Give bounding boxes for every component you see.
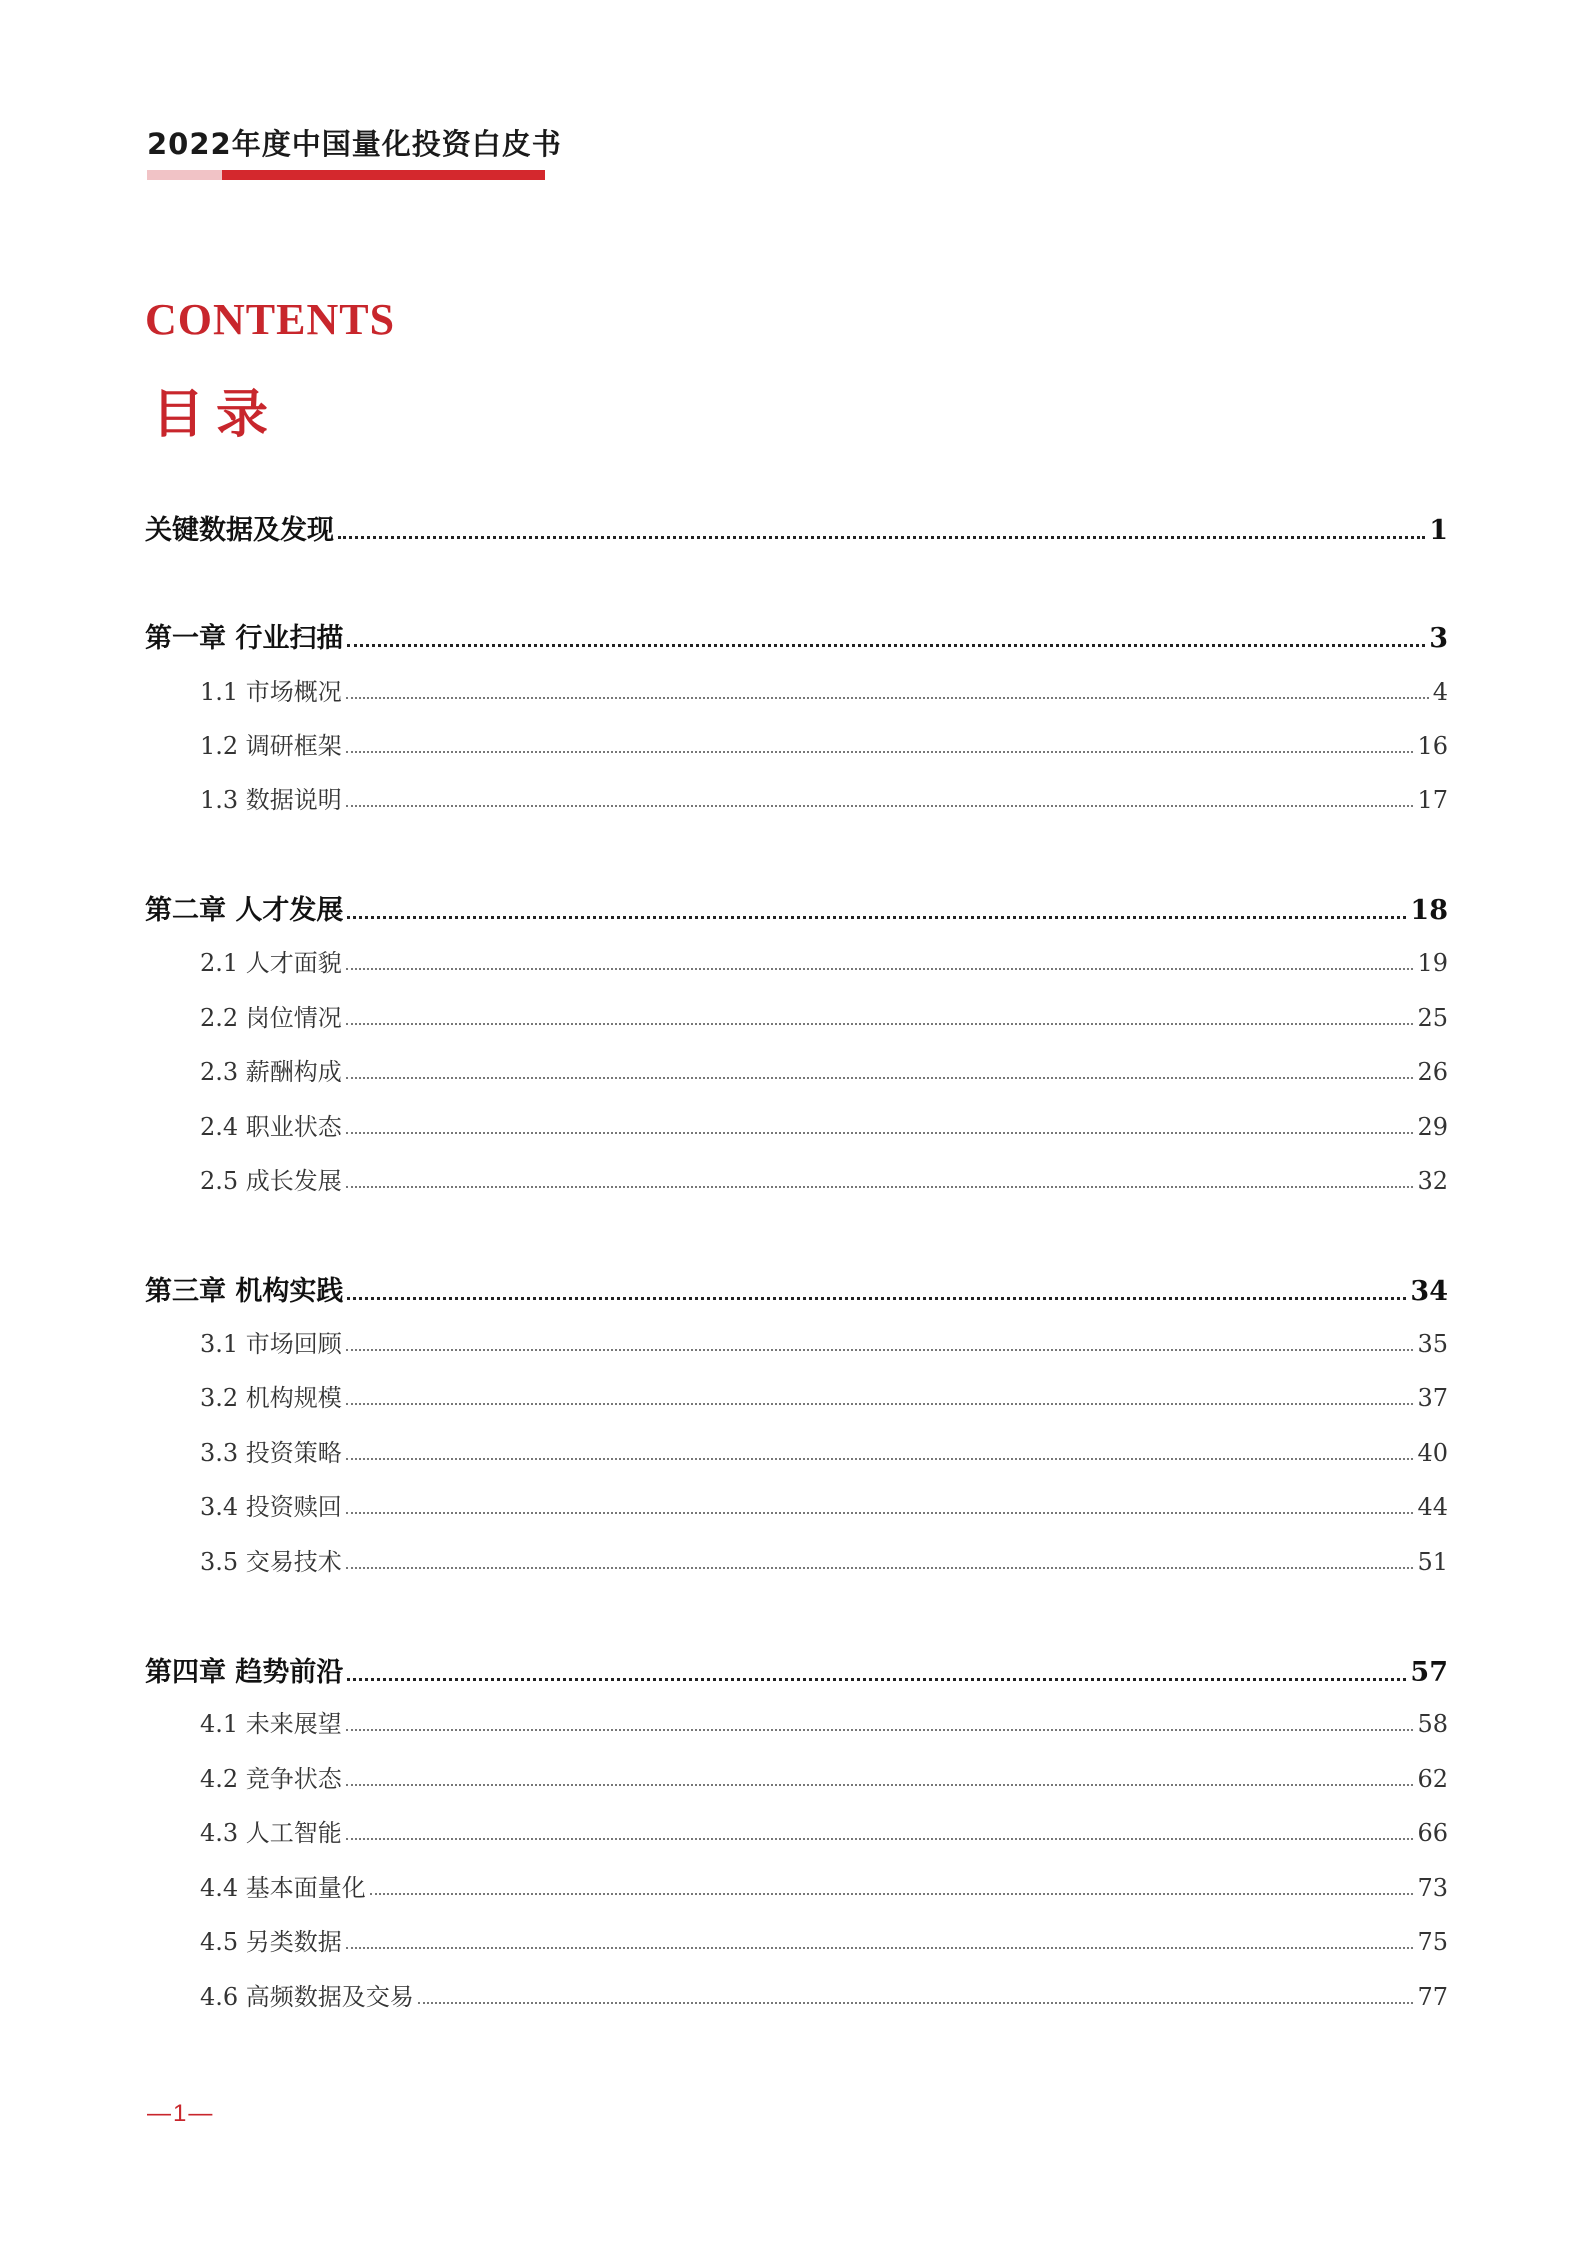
toc-entry-label: 3.4 投资赎回 [200,1493,342,1521]
toc-entry[interactable] [200,943,1448,978]
toc-entry[interactable] [200,1977,1448,2012]
header-accent-bar-light [147,170,222,180]
toc-entry-label: 4.6 高频数据及交易 [200,1983,414,2011]
toc-entry[interactable] [145,508,1448,547]
toc-entry-page: 35 [1417,1330,1448,1358]
contents-heading-en: CONTENTS [145,295,396,344]
toc-entry-label: 3.3 投资策略 [200,1439,342,1467]
toc-entry-label: 2.4 职业状态 [200,1113,342,1141]
toc-entry-label: 1.3 数据说明 [200,786,342,814]
toc-entry[interactable] [200,1813,1448,1848]
toc-entry[interactable] [200,1487,1448,1522]
toc-entry-page: 75 [1417,1928,1448,1956]
toc-entry[interactable] [200,1868,1448,1903]
toc-entry-page: 19 [1417,949,1448,977]
toc-entry[interactable] [200,998,1448,1033]
toc-entry[interactable] [200,1542,1448,1577]
toc-entry-page: 16 [1417,732,1448,760]
toc-leader-dots [346,966,1414,970]
toc-entry-label: 第三章 机构实践 [145,1276,344,1307]
toc-entry[interactable] [145,1650,1448,1689]
toc-leader-dots [346,803,1414,807]
toc-leader-dots [346,1510,1414,1514]
toc-leader-dots [346,1021,1414,1025]
toc-entry-label: 1.1 市场概况 [200,678,342,706]
toc-entry-label: 4.2 竞争状态 [200,1765,342,1793]
toc-leader-dots [346,1456,1414,1460]
toc-entry[interactable] [200,1704,1448,1739]
toc-entry-page: 25 [1417,1004,1448,1032]
toc-leader-dots [346,749,1414,753]
toc-entry-page: 73 [1417,1874,1448,1902]
toc-entry-label: 3.1 市场回顾 [200,1330,342,1358]
toc-leader-dots [346,1565,1414,1569]
toc-entry-label: 3.5 交易技术 [200,1548,342,1576]
toc-leader-dots [346,1945,1414,1949]
toc-entry[interactable] [145,1269,1448,1308]
toc-leader-dots [347,1676,1406,1681]
toc-leader-dots [370,1891,1414,1895]
toc-entry[interactable] [200,1161,1448,1196]
toc-entry-page: 44 [1417,1493,1448,1521]
toc-leader-dots [347,914,1406,919]
toc-entry-label: 1.2 调研框架 [200,732,342,760]
toc-entry-label: 2.5 成长发展 [200,1167,342,1195]
header-accent-bar-dark [222,170,545,180]
toc-leader-dots [346,695,1429,699]
toc-entry[interactable] [200,1433,1448,1468]
toc-entry-page: 1 [1429,515,1448,546]
toc-leader-dots [346,1782,1414,1786]
toc-entry-page: 18 [1410,895,1448,926]
toc-entry-page: 58 [1417,1710,1448,1738]
toc-entry[interactable] [200,1922,1448,1957]
toc-leader-dots [346,1130,1414,1134]
toc-entry-label: 4.3 人工智能 [200,1819,342,1847]
toc-entry[interactable] [145,888,1448,927]
toc-entry-page: 4 [1432,678,1448,706]
toc-leader-dots [338,534,1425,539]
toc-entry-page: 17 [1417,786,1448,814]
toc-entry-label: 第二章 人才发展 [145,895,344,926]
contents-heading-zh: 目录 [152,385,281,445]
toc-entry-label: 2.1 人才面貌 [200,949,342,977]
toc-entry-label: 关键数据及发现 [145,515,334,546]
toc-leader-dots [346,1727,1414,1731]
toc-leader-dots [346,1347,1414,1351]
toc-entry[interactable] [200,1378,1448,1413]
toc-leader-dots [418,2000,1414,2004]
toc-entry-page: 66 [1417,1819,1448,1847]
toc-leader-dots [347,1295,1406,1300]
toc-entry-page: 29 [1417,1113,1448,1141]
toc-entry[interactable] [200,672,1448,707]
toc-entry-page: 34 [1410,1276,1448,1307]
toc-entry-page: 40 [1417,1439,1448,1467]
toc-entry[interactable] [200,1052,1448,1087]
toc-entry-page: 37 [1417,1384,1448,1412]
toc-entry[interactable] [200,1759,1448,1794]
toc-leader-dots [346,1184,1414,1188]
toc-entry[interactable] [200,726,1448,761]
toc-entry-page: 77 [1417,1983,1448,2011]
toc-leader-dots [346,1075,1414,1079]
header-accent-bar [147,170,545,180]
footer-page-number: —1— [147,2100,215,2127]
toc-entry-page: 62 [1417,1765,1448,1793]
toc-entry-page: 3 [1429,623,1448,654]
toc-leader-dots [346,1401,1414,1405]
toc-entry[interactable] [200,780,1448,815]
toc-leader-dots [347,642,1425,647]
toc-entry[interactable] [200,1324,1448,1359]
toc-entry[interactable] [200,1107,1448,1142]
toc-entry-label: 4.1 未来展望 [200,1710,342,1738]
toc-leader-dots [346,1836,1414,1840]
toc-entry-page: 26 [1417,1058,1448,1086]
toc-entry-label: 3.2 机构规模 [200,1384,342,1412]
toc-entry[interactable] [145,616,1448,655]
toc-entry-page: 32 [1417,1167,1448,1195]
toc-entry-label: 4.5 另类数据 [200,1928,342,1956]
toc-entry-label: 第四章 趋势前沿 [145,1657,344,1688]
toc-entry-label: 4.4 基本面量化 [200,1874,366,1902]
toc-entry-page: 57 [1410,1657,1448,1688]
toc-entry-label: 2.3 薪酬构成 [200,1058,342,1086]
toc-entry-page: 51 [1417,1548,1448,1576]
toc-entry-label: 第一章 行业扫描 [145,623,344,654]
document-header-title: 2022年度中国量化投资白皮书 [147,127,562,161]
toc-entry-label: 2.2 岗位情况 [200,1004,342,1032]
